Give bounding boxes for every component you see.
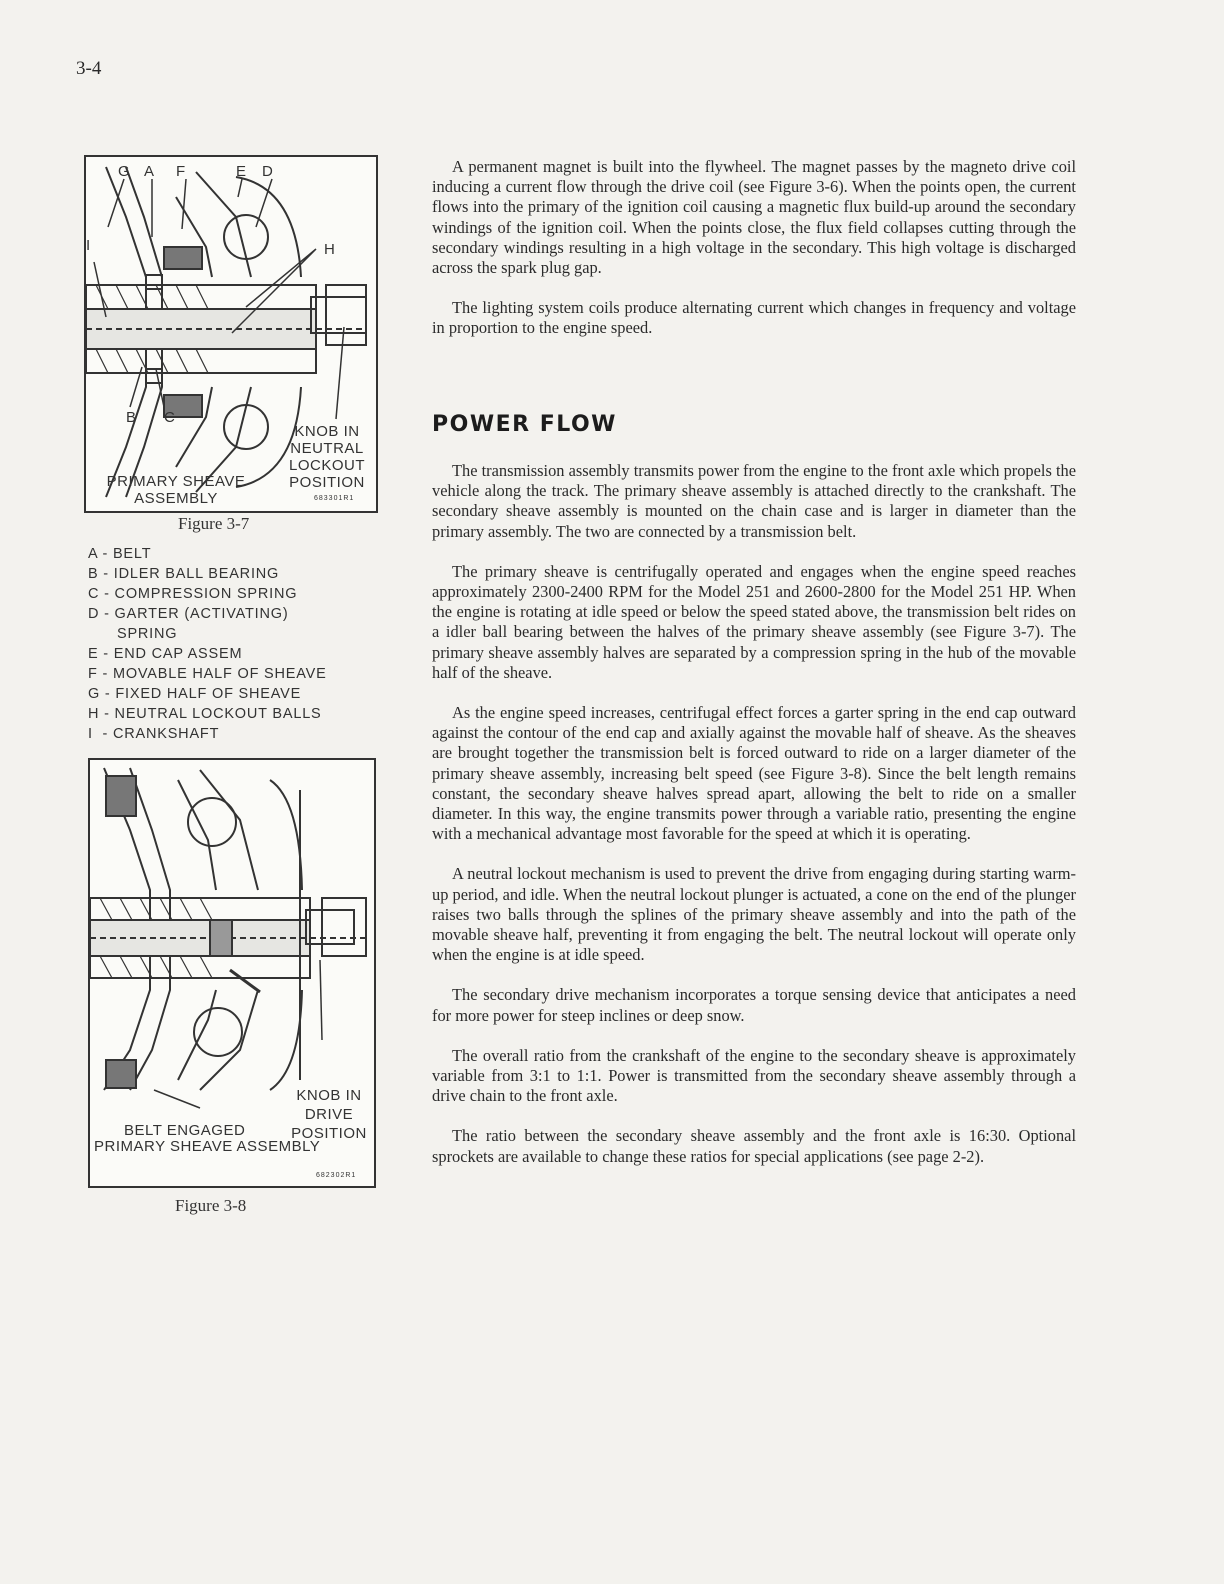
figure-3-8-caption: Figure 3-8 bbox=[175, 1196, 247, 1215]
primary-sheave-label: PRIMARY SHEAVE ASSEMBLY bbox=[94, 1138, 321, 1155]
knob-label-line: LOCKOUT bbox=[288, 457, 365, 474]
callout-f: F bbox=[176, 163, 186, 180]
callout-h: H bbox=[324, 241, 336, 258]
paragraph: The transmission assembly transmits power from the engine to the front axle which propels the vehicle along the track. The primary sheave assembly is attached directly to the crankshaft. The secondary sheave assembly is mounted on the chain case and is larger in diameter than the primary assembly. The two are connected by a transmission belt. bbox=[432, 461, 1076, 541]
callout-d: D bbox=[262, 163, 274, 180]
callout-g: G bbox=[118, 163, 131, 180]
paragraph: The ratio between the secondary sheave assembly and the front axle is 16:30. Optional sprockets are available to change these ratios for special applications (see page 2-2). bbox=[432, 1126, 1076, 1166]
callout-i: I bbox=[86, 237, 91, 254]
knob-label-line: POSITION bbox=[291, 1125, 367, 1142]
callout-c: C bbox=[164, 409, 176, 426]
paragraph: The primary sheave is centrifugally operated and engages when the engine speed reaches approximately 2300-2400 RPM for the Model 251 and 2600-2800 for the Model 251 HP. When the engine is rotating at idle speed or below the speed stated above, the transmission belt rides on a idler ball bearing between the halves of the primary sheave assembly (see Figure 3-7). The primary sheave assembly halves are separated by a compression spring in the hub of the movable half of the sheave. bbox=[432, 561, 1076, 682]
knob-label-line: NEUTRAL bbox=[290, 440, 364, 457]
callout-e: E bbox=[236, 163, 247, 180]
legend-item: H - NEUTRAL LOCKOUT BALLS bbox=[88, 706, 322, 722]
page-number: 3-4 bbox=[76, 58, 102, 79]
figure-3-7-legend bbox=[88, 544, 327, 744]
paragraph: A neutral lockout mechanism is used to prevent the drive from engaging during starting warm-up period, and idle. When the neutral lockout plunger is actuated, a cone on the end of the plunger raises two balls through the splines of the primary sheave assembly and into the path of the movable sheave half, preventing it from engaging the belt. The neutral lockout will operate only when the engine is at idle speed. bbox=[432, 864, 1076, 965]
paragraph: The secondary drive mechanism incorporates a torque sensing device that anticipates a need for more power for steep inclines or deep snow. bbox=[432, 985, 1076, 1025]
knob-label-line: KNOB IN bbox=[296, 1087, 362, 1104]
paragraph: The overall ratio from the crankshaft of the engine to the secondary sheave is approximately variable from 3:1 to 1:1. Power is transmitted from the secondary sheave assembly through a drive chain to the front axle. bbox=[432, 1045, 1076, 1106]
knob-neutral-label bbox=[282, 423, 372, 491]
legend-item: F - MOVABLE HALF OF SHEAVE bbox=[88, 666, 327, 682]
knob-label-line: POSITION bbox=[289, 474, 365, 491]
legend-item: E - END CAP ASSEM bbox=[88, 646, 243, 662]
figure-code: 682302R1 bbox=[316, 1172, 357, 1179]
assembly-label-line: ASSEMBLY bbox=[134, 490, 218, 507]
intro-text bbox=[432, 157, 1076, 339]
callout-a: A bbox=[144, 163, 155, 180]
belt-engaged-label: BELT ENGAGED bbox=[124, 1122, 246, 1139]
legend-item: I - CRANKSHAFT bbox=[88, 726, 220, 742]
paragraph: The lighting system coils produce alternating current which changes in frequency and voltage in proportion to the engine speed. bbox=[432, 298, 1076, 338]
legend-item: SPRING bbox=[88, 626, 178, 642]
legend-item: C - COMPRESSION SPRING bbox=[88, 586, 298, 602]
figure-3-8-illustration bbox=[88, 758, 376, 1188]
primary-sheave-label bbox=[96, 473, 256, 507]
knob-drive-label bbox=[284, 1086, 374, 1143]
assembly-label-line: PRIMARY SHEAVE bbox=[106, 473, 246, 490]
legend-item: B - IDLER BALL BEARING bbox=[88, 566, 280, 582]
callout-b: B bbox=[126, 409, 137, 426]
knob-label-line: KNOB IN bbox=[294, 423, 360, 440]
legend-item: G - FIXED HALF OF SHEAVE bbox=[88, 686, 302, 702]
section-heading: POWER FLOW bbox=[432, 412, 617, 437]
legend-item: D - GARTER (ACTIVATING) bbox=[88, 606, 289, 622]
legend-item: A - BELT bbox=[88, 546, 152, 562]
figure-3-7-illustration bbox=[84, 155, 378, 513]
power-flow-text bbox=[432, 461, 1076, 1167]
figure-3-7-caption: Figure 3-7 bbox=[178, 514, 250, 533]
paragraph: As the engine speed increases, centrifugal effect forces a garter spring in the end cap outward against the contour of the end cap and axially against the movable half of sheave. As the sheaves are brought together the transmission belt is forced outward to ride on a larger diameter of the primary sheave assembly, increasing belt speed (see Figure 3-8). Since the belt length remains constant, the secondary sheave halves spread apart, allowing the belt to ride on a smaller diameter. In this way, the engine transmits power through a variable ratio, presenting the engine with a mechanical advantage most favorable for the speed at which it is operating. bbox=[432, 703, 1076, 844]
figure-code: 683301R1 bbox=[314, 495, 355, 502]
knob-label-line: DRIVE bbox=[304, 1106, 354, 1123]
paragraph: A permanent magnet is built into the flywheel. The magnet passes by the magneto drive coil inducing a current flow through the drive coil (see Figure 3-6). When the points open, the current flows into the primary of the ignition coil causing a magnetic flux build-up around the secondary windings of the ignition coil. When the points close, the flux field collapses cutting through the secondary windings resulting in a high voltage in the secondary. This high voltage is discharged across the spark plug gap. bbox=[432, 157, 1076, 278]
